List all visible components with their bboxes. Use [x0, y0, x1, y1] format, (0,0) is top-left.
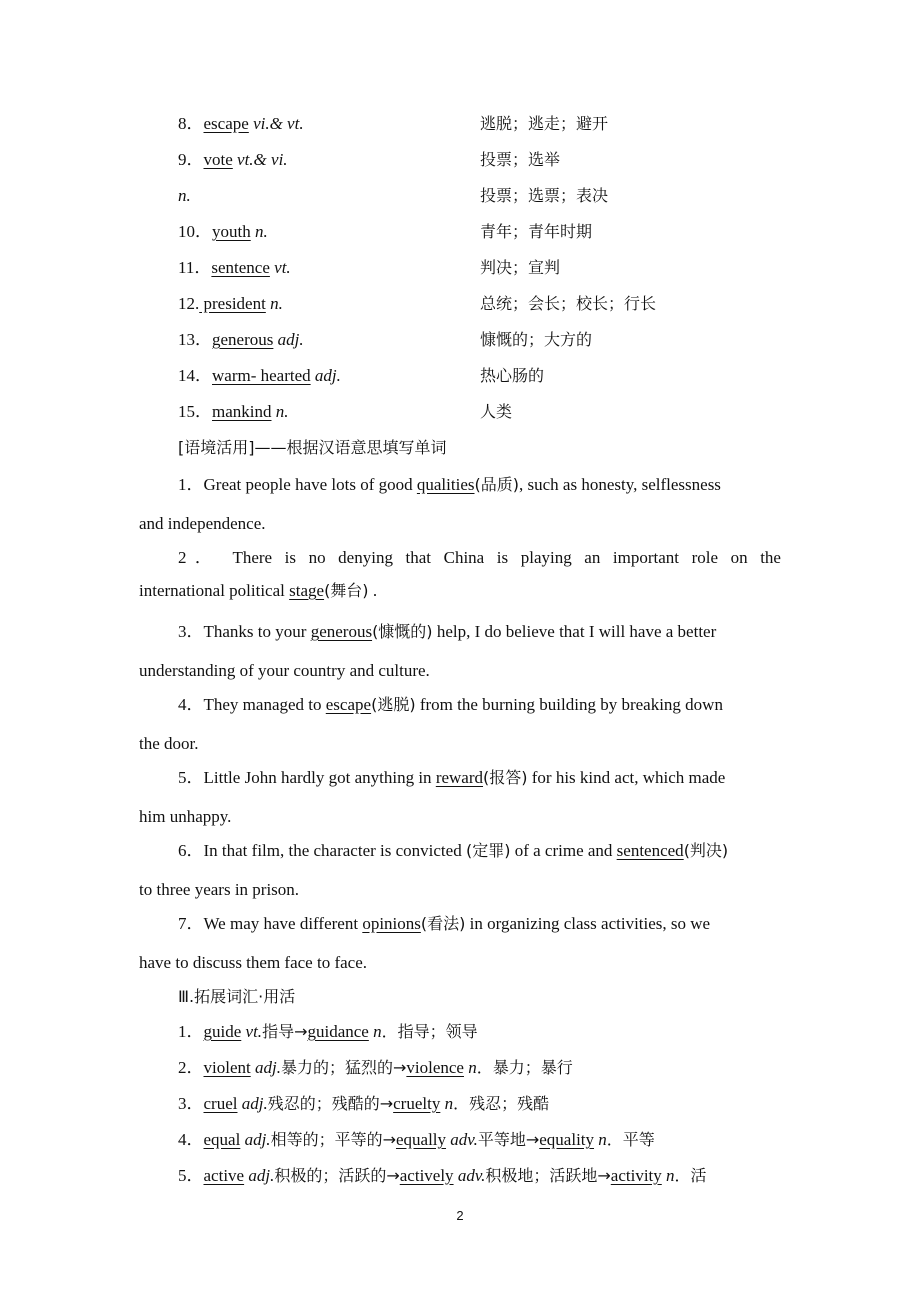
vocab-pos: n.: [178, 186, 191, 205]
expand-row: [178, 1021, 478, 1043]
sentence-line: [178, 474, 721, 496]
sentence-line: [178, 621, 716, 643]
vocab-meaning: 人类: [480, 402, 513, 421]
hint: (判决): [683, 841, 729, 860]
expand-pos: adv.: [446, 1130, 478, 1149]
vocab-num: 12.: [178, 294, 200, 313]
expand-num: 5．: [178, 1166, 204, 1185]
hint: (慷慨的): [372, 622, 433, 641]
sentence-text: for his kind act, which made: [527, 768, 726, 787]
expand-num: 4．: [178, 1130, 204, 1149]
sentence-num: 6．: [178, 841, 204, 860]
sentence-num: 1．: [178, 475, 204, 494]
expand-meaning: ．指导；领导: [381, 1022, 478, 1041]
vocab-meaning: 判决；宣判: [480, 258, 561, 277]
vocab-row: [178, 149, 288, 171]
expand-meaning: 残忍的；残酷的→: [267, 1094, 394, 1113]
answer: reward: [435, 768, 484, 787]
expand-meaning: 指导→: [262, 1022, 308, 1041]
expand-word: activity: [610, 1166, 662, 1185]
vocab-num: 13．: [178, 330, 212, 349]
vocab-pos: vi.& vt.: [253, 114, 304, 133]
expand-word: violence: [406, 1058, 464, 1077]
sentence-num: 7．: [178, 914, 204, 933]
vocab-word: vote: [203, 150, 233, 169]
sentence-text: .: [368, 581, 378, 600]
sentence-num: 4．: [178, 695, 204, 714]
vocab-meaning: 投票；选票；表决: [480, 186, 609, 205]
sentence-num: 2．: [178, 548, 221, 567]
expand-num: 3．: [178, 1094, 204, 1113]
vocab-word: warm- hearted: [212, 366, 311, 385]
sentence-text: In that film, the character is convicted: [203, 841, 466, 860]
sentence-cont: understanding of your country and culture.: [139, 661, 430, 680]
sentence-cont: [139, 580, 377, 602]
expand-row: [178, 1165, 707, 1187]
expand-word: violent: [203, 1058, 251, 1077]
expand-word: actively: [399, 1166, 454, 1185]
hint: (看法): [420, 914, 466, 933]
expand-meaning: 平等地→: [477, 1130, 540, 1149]
expand-word: cruel: [203, 1094, 238, 1113]
hint: (逃脱): [371, 695, 416, 714]
vocab-row: [178, 113, 304, 135]
vocab-meaning: 投票；选举: [480, 150, 561, 169]
answer: sentenced: [616, 841, 684, 860]
vocab-meaning: 热心肠的: [480, 366, 545, 385]
answer: stage: [289, 581, 325, 600]
sentence-line: [178, 694, 723, 716]
vocab-num: 11．: [178, 258, 212, 277]
sentence-cont: and independence.: [139, 514, 266, 533]
sentence-text: international political: [139, 581, 290, 600]
sentence-text: There is no denying that China is playing an important role on the: [232, 548, 781, 567]
hint: (舞台): [324, 581, 369, 600]
vocab-row: [178, 293, 283, 315]
expand-num: 2．: [178, 1058, 204, 1077]
sentence-text: They managed to: [203, 695, 326, 714]
expand-word: guidance: [307, 1022, 369, 1041]
vocab-row: [178, 329, 304, 351]
answer: escape: [325, 695, 372, 714]
vocab-meaning: 慷慨的；大方的: [480, 330, 593, 349]
expand-pos: adv.: [453, 1166, 486, 1185]
expand-pos: adj.: [250, 1058, 281, 1077]
sentence-cont: to three years in prison.: [139, 880, 300, 899]
expand-word: active: [203, 1166, 245, 1185]
vocab-pos: vt.& vi.: [237, 150, 288, 169]
vocab-row: [178, 401, 289, 423]
vocab-pos: adj.: [314, 366, 341, 385]
sentence-num: 5．: [178, 768, 204, 787]
expand-meaning: ．残忍；残酷: [453, 1094, 550, 1113]
sentence-cont: him unhappy.: [139, 807, 232, 826]
vocab-pos: n.: [254, 222, 268, 241]
sentence-cont: the door.: [139, 734, 199, 753]
expand-pos: n: [463, 1058, 477, 1077]
vocab-meaning: 青年；青年时期: [480, 222, 593, 241]
expand-num: 1．: [178, 1022, 204, 1041]
vocab-word: youth: [212, 222, 251, 241]
vocab-meaning: 总统；会长；校长；行长: [480, 294, 657, 313]
expand-meaning: 相等的；平等的→: [270, 1130, 396, 1149]
answer: qualities: [416, 475, 475, 494]
expand-pos: adj.: [244, 1166, 275, 1185]
sentence-line: [178, 767, 725, 789]
expand-word: equality: [539, 1130, 595, 1149]
vocab-num: 8．: [178, 114, 204, 133]
section-heading: Ⅲ.拓展词汇·用活: [178, 987, 296, 1006]
expand-meaning: ．活: [674, 1166, 707, 1185]
vocab-row: [178, 365, 341, 387]
vocab-row: [178, 257, 291, 279]
vocab-num: 9．: [178, 150, 204, 169]
expand-row: [178, 1129, 655, 1151]
sentence-cont: have to discuss them face to face.: [139, 953, 367, 972]
expand-pos: n: [594, 1130, 607, 1149]
sentence-line: [178, 840, 728, 862]
vocab-word: escape: [203, 114, 249, 133]
expand-pos: n: [440, 1094, 454, 1113]
vocab-pos: vt.: [274, 258, 291, 277]
vocab-word: generous: [212, 330, 274, 349]
expand-pos: n: [368, 1022, 382, 1041]
vocab-pos: n.: [270, 294, 283, 313]
vocab-num: 15．: [178, 402, 212, 421]
sentence-text: from the burning building by breaking down: [415, 695, 723, 714]
vocab-word: president: [199, 294, 266, 313]
vocab-pos: n.: [275, 402, 289, 421]
expand-pos: n: [661, 1166, 675, 1185]
sentence-text: help, I do believe that I will have a better: [432, 622, 717, 641]
vocab-pos: adj.: [277, 330, 304, 349]
vocab-word: sentence: [211, 258, 270, 277]
expand-word: guide: [203, 1022, 242, 1041]
answer: generous: [310, 622, 373, 641]
page-number: 2: [456, 1208, 464, 1223]
expand-meaning: 暴力的；猛烈的→: [280, 1058, 407, 1077]
sentence-text: Thanks to your: [203, 622, 311, 641]
expand-meaning: 积极的；活跃的→: [274, 1166, 400, 1185]
expand-word: cruelty: [393, 1094, 441, 1113]
expand-word: equal: [203, 1130, 241, 1149]
vocab-row: [178, 221, 268, 243]
expand-pos: adj.: [240, 1130, 271, 1149]
expand-meaning: 积极地；活跃地→: [485, 1166, 611, 1185]
vocab-row: [178, 185, 191, 207]
section-heading: [语境活用]——根据汉语意思填写单词: [178, 438, 447, 457]
sentence-text: Little John hardly got anything in: [203, 768, 436, 787]
expand-meaning: ．平等: [606, 1130, 655, 1149]
vocab-num: 14．: [178, 366, 212, 385]
expand-pos: adj.: [237, 1094, 268, 1113]
vocab-meaning: 逃脱；逃走；避开: [480, 114, 609, 133]
sentence-num: 3．: [178, 622, 204, 641]
sentence-text: , such as honesty, selflessness: [519, 475, 721, 494]
hint: (品质): [474, 475, 519, 494]
sentence-line: [178, 547, 781, 569]
hint: (定罪): [465, 841, 511, 860]
sentence-line: [178, 913, 710, 935]
expand-pos: vt.: [241, 1022, 263, 1041]
sentence-text: We may have different: [203, 914, 363, 933]
sentence-text: of a crime and: [510, 841, 617, 860]
expand-row: [178, 1057, 573, 1079]
expand-row: [178, 1093, 549, 1115]
expand-word: equally: [395, 1130, 447, 1149]
vocab-word: mankind: [212, 402, 272, 421]
expand-meaning: ．暴力；暴行: [476, 1058, 573, 1077]
vocab-num: 10．: [178, 222, 212, 241]
answer: opinions: [362, 914, 421, 933]
hint: (报答): [483, 768, 528, 787]
sentence-text: Great people have lots of good: [203, 475, 417, 494]
sentence-text: in organizing class activities, so we: [465, 914, 711, 933]
